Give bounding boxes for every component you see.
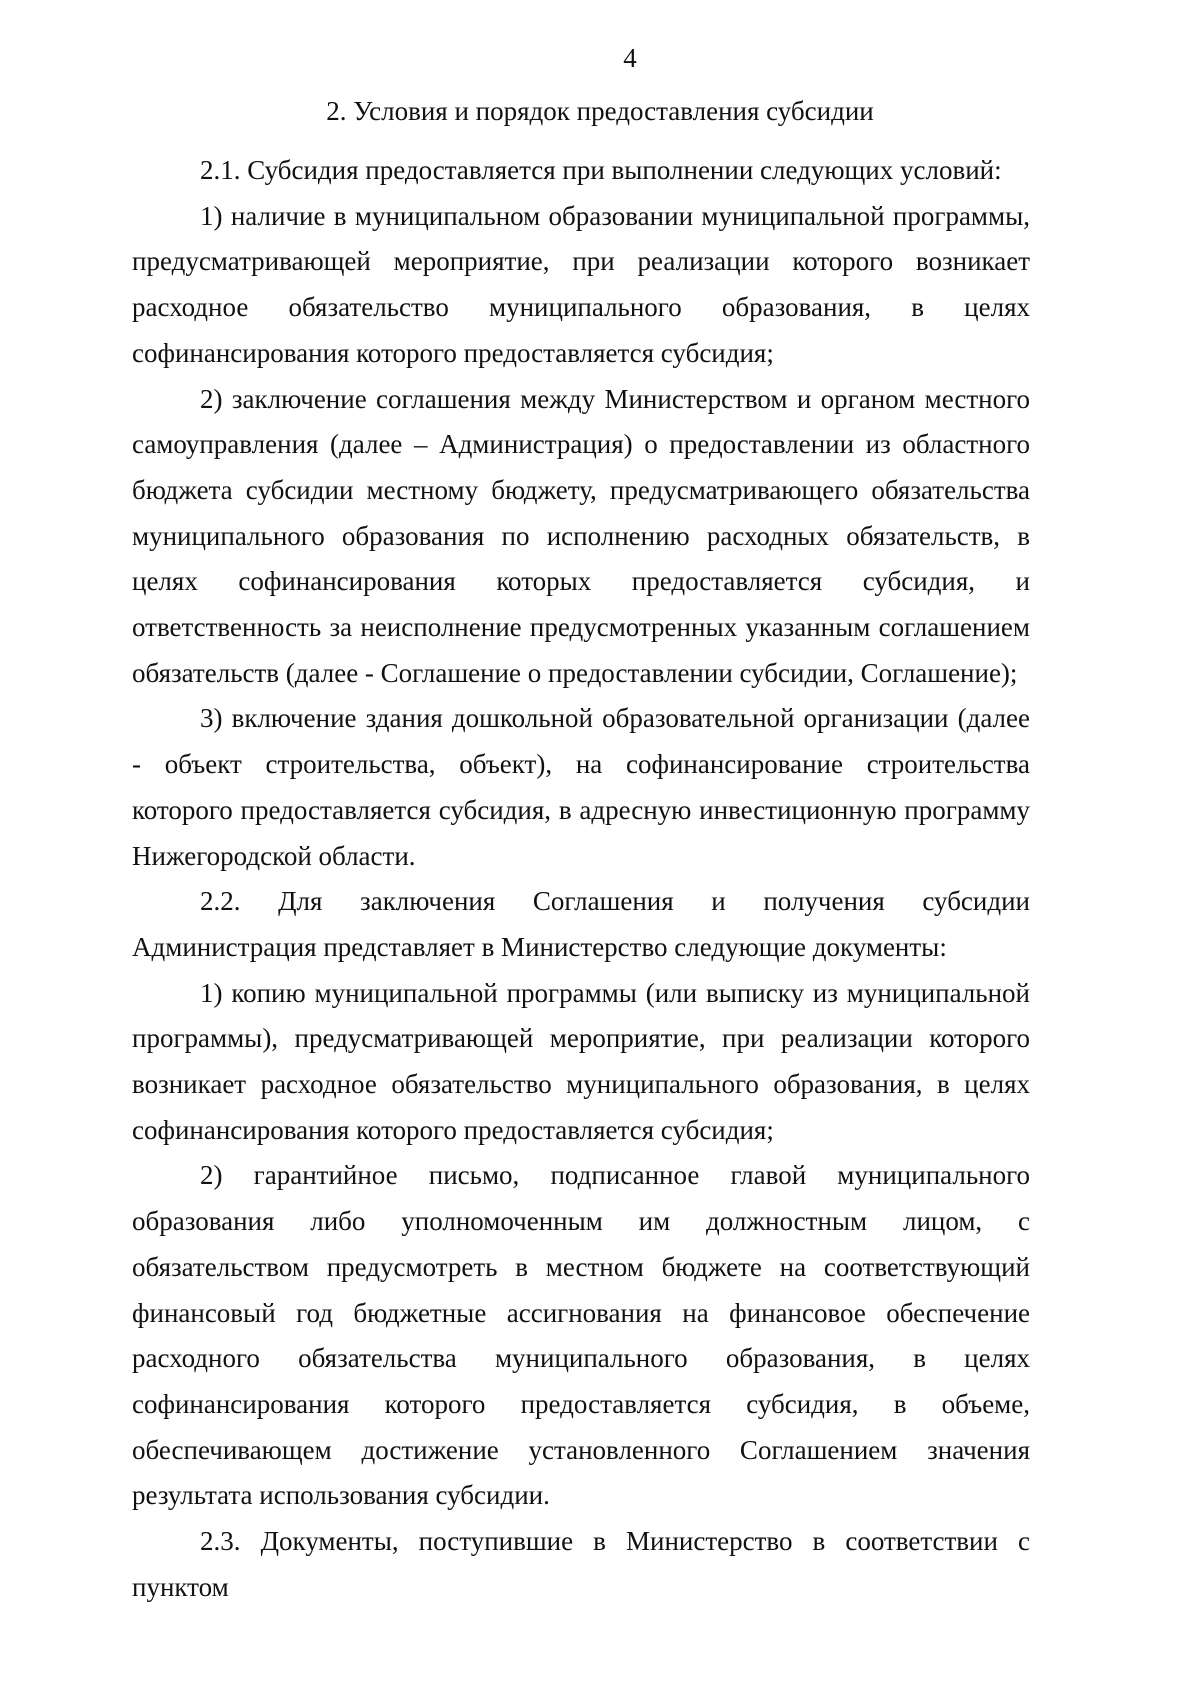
paragraph-2-1-item-3: 3) включение здания дошкольной образовательной организации (далее - объект строительства, объект), на софинансирование строительства которого предоставляется субсидия, в адресную инвестиционную программу Нижегородской области. <box>132 703 1030 871</box>
paragraph-2-2-item-2: 2) гарантийное письмо, подписанное главой муниципального образования либо уполномоченным им должностным лицом, с обязательством предусмотреть в местном бюджете на соответствующий финансовый год бюджетные ассигнования на финансовое обеспечение расходного обязательства муниципального образования, в целях софинансирования которого предоставляется субсидия, в объеме, обеспечивающем достижение установленного Соглашением значения результата использования субсидии. <box>132 1160 1030 1511</box>
section-heading: 2. Условия и порядок предоставления субсидии <box>326 96 874 126</box>
paragraph-2-3: 2.3. Документы, поступившие в Министерство в соответствии с пунктом <box>132 1526 1030 1602</box>
document-body <box>132 148 1030 1611</box>
paragraph-2-1: 2.1. Субсидия предоставляется при выполнении следующих условий: <box>200 155 1002 185</box>
page-number: 4 <box>623 43 637 73</box>
paragraph-2-1-item-2: 2) заключение соглашения между Министерством и органом местного самоуправления (далее – Администрация) о предоставлении из областного бюджета субсидии местному бюджету, предусматривающего обязательства муниципального образования по исполнению расходных обязательств, в целях софинансирования которых предоставляется субсидия, и ответственность за неисполнение предусмотренных указанным соглашением обязательств (далее - Соглашение о предоставлении субсидии, Соглашение); <box>132 383 1030 688</box>
paragraph-2-2-item-1: 1) копию муниципальной программы (или выписку из муниципальной программы), предусматривающей мероприятие, при реализации которого возникает расходное обязательство муниципального образования, в целях софинансирования которого предоставляется субсидия; <box>132 977 1030 1145</box>
paragraph-2-2: 2.2. Для заключения Соглашения и получения субсидии Администрация представляет в Министерство следующие документы: <box>132 886 1030 962</box>
paragraph-2-1-item-1: 1) наличие в муниципальном образовании муниципальной программы, предусматривающей мероприятие, при реализации которого возникает расходное обязательство муниципального образования, в целях софинансирования которого предоставляется субсидия; <box>132 200 1030 368</box>
